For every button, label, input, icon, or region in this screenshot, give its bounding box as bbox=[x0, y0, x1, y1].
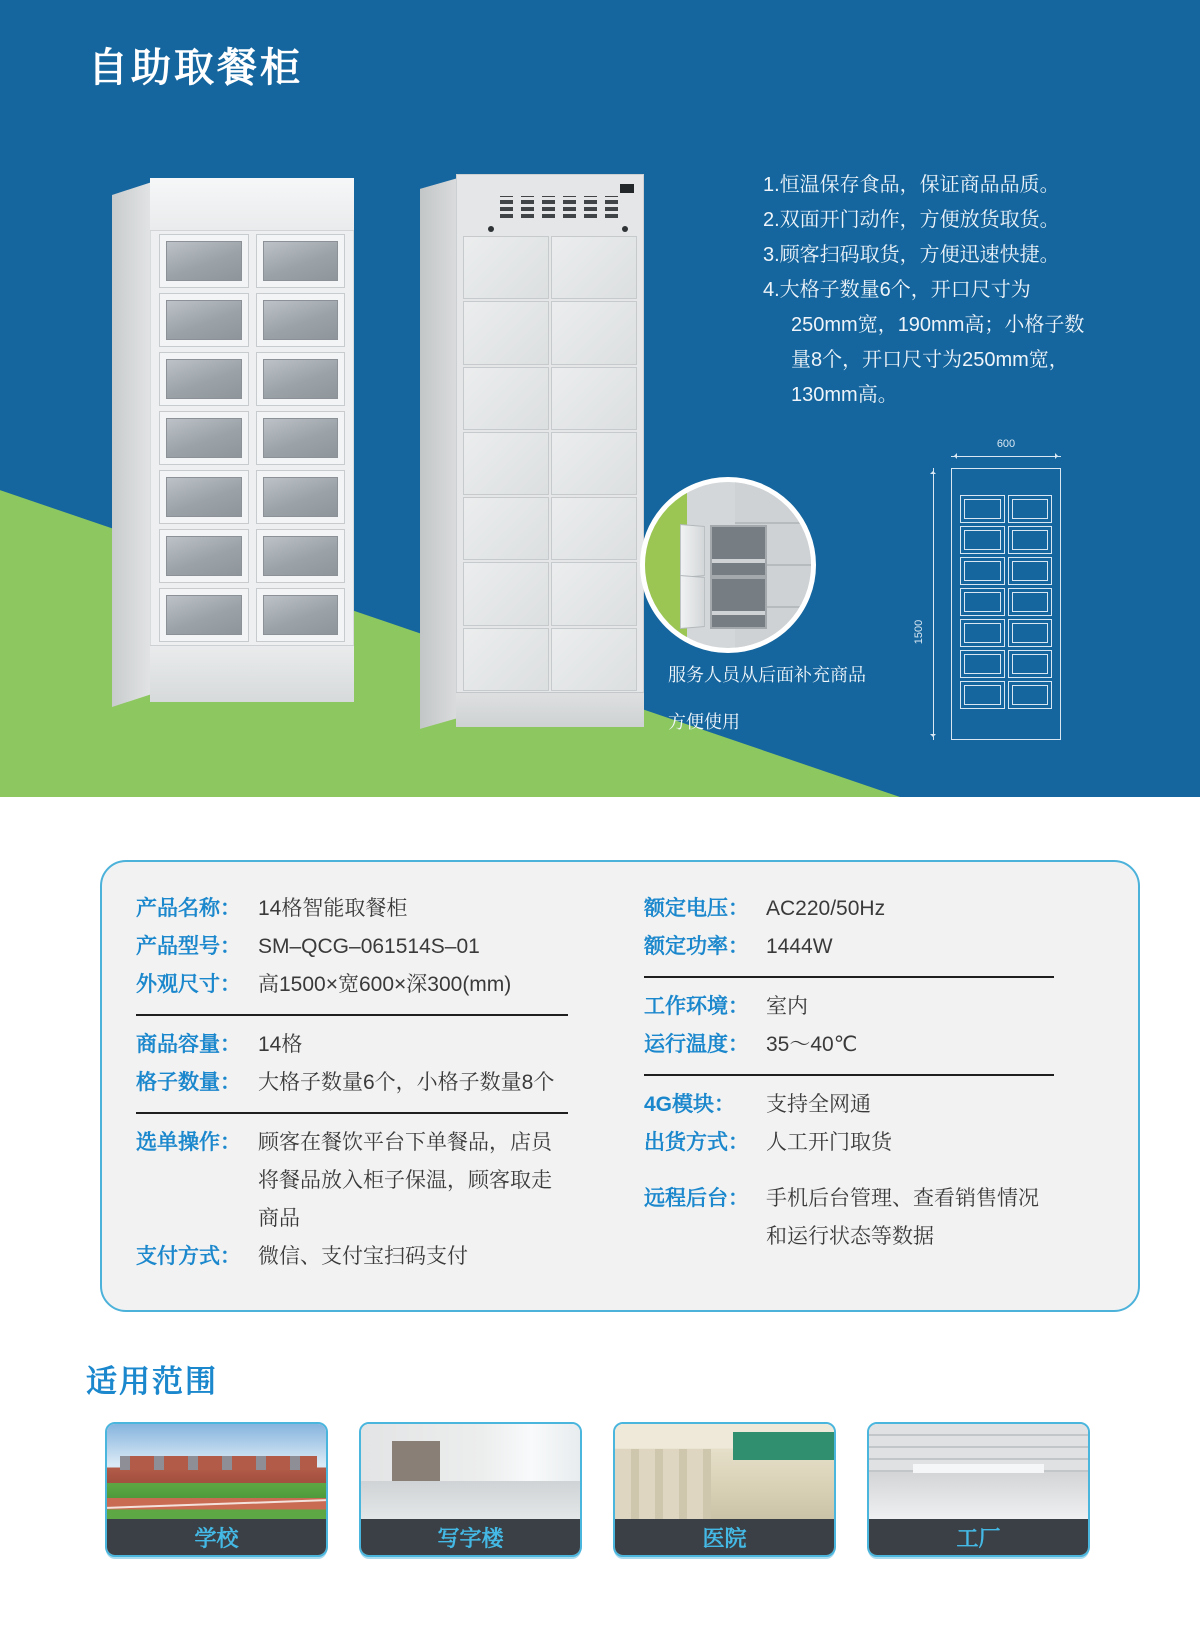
spec-row-power bbox=[644, 928, 1054, 966]
spec-label: 工作环境： bbox=[644, 995, 749, 1018]
screw-dot bbox=[622, 226, 628, 232]
cabinet-side-panel bbox=[112, 182, 152, 707]
spec-row-dimensions bbox=[136, 966, 568, 1004]
spec-row-remote-admin bbox=[644, 1180, 1054, 1256]
spec-row-capacity bbox=[136, 1026, 568, 1064]
spec-row-environment bbox=[644, 988, 1054, 1026]
spec-value: 顾客在餐饮平台下单餐品，店员将餐品放入柜子保温，顾客取走商品 bbox=[258, 1131, 552, 1230]
open-door-inset-photo bbox=[640, 477, 816, 653]
open-compartment bbox=[710, 525, 767, 577]
feature-item: 1.恒温保存食品，保证商品品质。 bbox=[763, 174, 1060, 196]
hospital-photo bbox=[615, 1424, 834, 1519]
dimension-drawing bbox=[905, 438, 1075, 744]
spec-value: 35～40℃ bbox=[766, 1033, 858, 1056]
spec-value: 微信、支付宝扫码支付 bbox=[258, 1245, 468, 1268]
spec-value: 高1500×宽600×深300(mm) bbox=[258, 973, 512, 996]
application-label-factory: 工厂 bbox=[869, 1519, 1088, 1555]
drawing-outline bbox=[951, 468, 1061, 740]
height-dimension-line bbox=[913, 468, 934, 740]
application-card-factory bbox=[867, 1422, 1090, 1557]
application-label-school: 学校 bbox=[107, 1519, 326, 1555]
cabinet-front-photo bbox=[112, 178, 354, 702]
spec-row-temperature bbox=[644, 1026, 1054, 1064]
cabinet-front-face bbox=[150, 178, 354, 702]
cabinet-top-panel bbox=[150, 178, 354, 231]
feature-item: 4.大格子数量6个，开口尺寸为250mm宽，190mm高；小格子数量8个，开口尺寸为250mm宽，130mm高。 bbox=[763, 279, 1085, 406]
spec-value: 人工开门取货 bbox=[766, 1131, 892, 1154]
spec-label: 4G模块： bbox=[644, 1093, 736, 1116]
cabinet-back-face bbox=[456, 174, 644, 727]
spec-value: SM–QCG–061514S–01 bbox=[258, 935, 480, 958]
application-card-office bbox=[359, 1422, 582, 1557]
spec-value: 1444W bbox=[766, 935, 833, 958]
application-card-hospital bbox=[613, 1422, 836, 1557]
school-photo bbox=[107, 1424, 326, 1519]
inset-caption-line1: 服务人员从后面补充商品 bbox=[668, 665, 866, 685]
divider bbox=[136, 1014, 568, 1016]
spec-value: 支持全网通 bbox=[766, 1093, 871, 1116]
section-title-applications: 适用范围 bbox=[86, 1364, 218, 1399]
drawing-cell-grid bbox=[960, 495, 1052, 709]
spec-row-ordering bbox=[136, 1124, 568, 1238]
cabinet-base bbox=[150, 645, 354, 702]
spec-label: 产品型号： bbox=[136, 935, 241, 958]
feature-list bbox=[763, 168, 1086, 413]
spec-label: 额定功率： bbox=[644, 935, 749, 958]
spec-card bbox=[100, 860, 1140, 1312]
application-card-row bbox=[105, 1422, 1090, 1557]
spec-label: 商品容量： bbox=[136, 1033, 241, 1056]
divider bbox=[644, 976, 1054, 978]
open-door-flap bbox=[680, 575, 704, 629]
open-door-flap bbox=[680, 524, 704, 578]
spec-column-right bbox=[644, 890, 1054, 1280]
divider bbox=[136, 1112, 568, 1114]
feature-item: 3.顾客扫码取货，方便迅速快捷。 bbox=[763, 244, 1060, 266]
spec-label: 外观尺寸： bbox=[136, 973, 241, 996]
open-compartment bbox=[710, 577, 767, 629]
divider bbox=[644, 1074, 1054, 1076]
spec-row-payment bbox=[136, 1238, 568, 1276]
cabinet-side-panel bbox=[420, 178, 458, 729]
spec-label: 格子数量： bbox=[136, 1071, 241, 1094]
spec-label: 产品名称： bbox=[136, 897, 241, 920]
application-label-office: 写字楼 bbox=[361, 1519, 580, 1555]
lock-detail bbox=[620, 184, 634, 193]
feature-item: 2.双面开门动作，方便放货取货。 bbox=[763, 209, 1060, 231]
spec-label: 选单操作： bbox=[136, 1131, 241, 1154]
spec-label: 运行温度： bbox=[644, 1033, 749, 1056]
width-dimension-label: 600 bbox=[996, 438, 1016, 450]
spec-row-dispensing bbox=[644, 1124, 1054, 1162]
spec-row-4g-module bbox=[644, 1086, 1054, 1124]
vent-grille bbox=[500, 196, 622, 218]
glass-door-grid bbox=[159, 234, 345, 642]
inset-caption bbox=[668, 652, 866, 746]
inset-caption-line2: 方便使用 bbox=[668, 712, 740, 732]
spec-value: 14格 bbox=[258, 1033, 303, 1056]
spec-value: AC220/50Hz bbox=[766, 897, 886, 920]
height-dimension-label: 1500 bbox=[913, 619, 926, 645]
spec-value: 室内 bbox=[766, 995, 808, 1018]
spec-value: 14格智能取餐柜 bbox=[258, 897, 408, 920]
spec-row-product-name bbox=[136, 890, 568, 928]
page-title: 自助取餐柜 bbox=[88, 46, 303, 90]
spec-value: 手机后台管理、查看销售情况和运行状态等数据 bbox=[766, 1187, 1039, 1248]
spec-label: 远程后台： bbox=[644, 1187, 749, 1210]
factory-photo bbox=[869, 1424, 1088, 1519]
spec-row-voltage bbox=[644, 890, 1054, 928]
spec-label: 额定电压： bbox=[644, 897, 749, 920]
hero-banner bbox=[0, 0, 1200, 797]
width-dimension-line bbox=[951, 456, 1061, 457]
cabinet-base bbox=[456, 692, 644, 727]
spec-column-left bbox=[136, 890, 568, 1280]
spec-label: 出货方式： bbox=[644, 1131, 749, 1154]
spec-row-cell-count bbox=[136, 1064, 568, 1102]
solid-door-grid bbox=[463, 236, 637, 691]
cabinet-back-photo bbox=[420, 174, 644, 727]
application-label-hospital: 医院 bbox=[615, 1519, 834, 1555]
spec-label: 支付方式： bbox=[136, 1245, 241, 1268]
application-card-school bbox=[105, 1422, 328, 1557]
screw-dot bbox=[488, 226, 494, 232]
spec-value: 大格子数量6个，小格子数量8个 bbox=[258, 1071, 555, 1094]
spec-row-model bbox=[136, 928, 568, 966]
office-photo bbox=[361, 1424, 580, 1519]
